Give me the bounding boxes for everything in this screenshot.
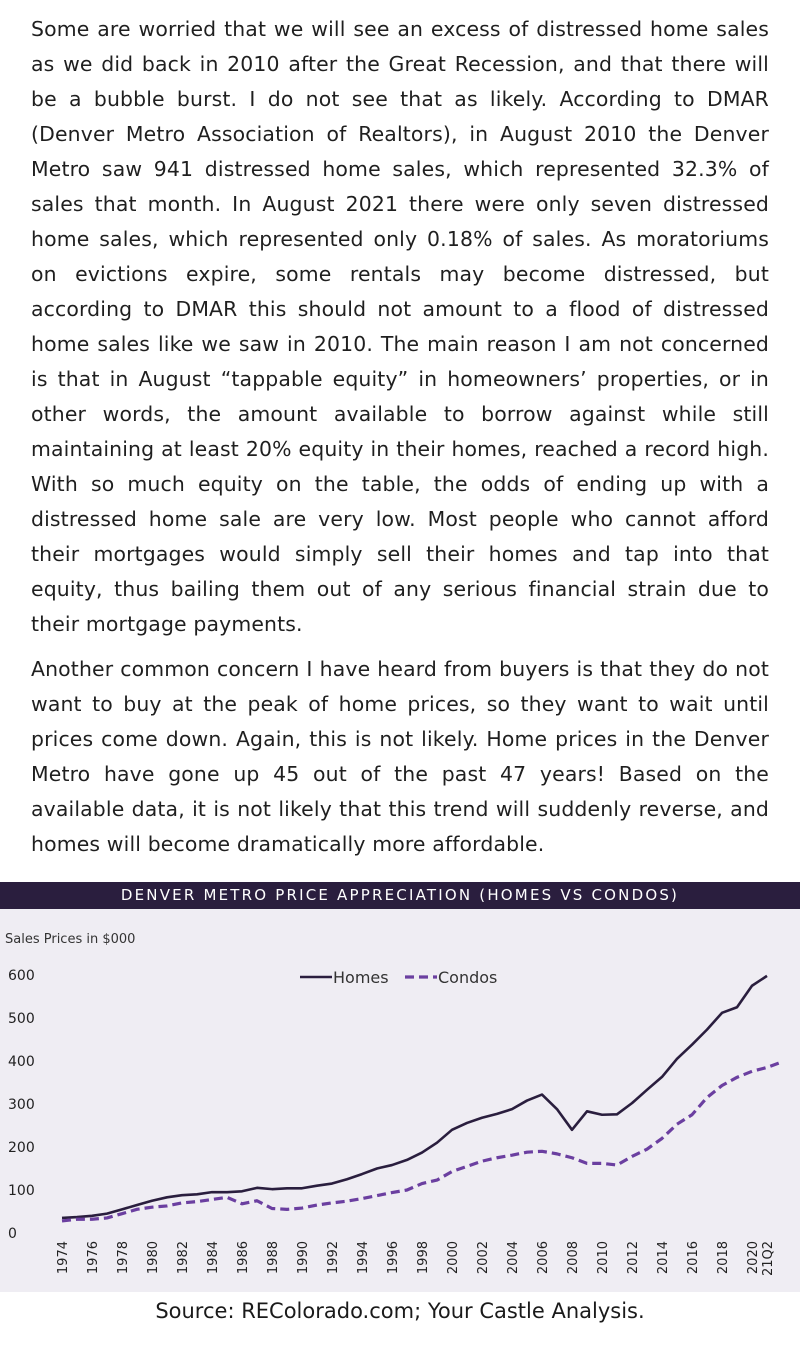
x-tick-label: 1994 [356,1241,371,1275]
x-tick-label: 2012 [626,1241,641,1275]
paragraph-distressed-sales: Some are worried that we will see an excess of distressed home sales as we did back in 2010 after the Great Recession, and that there will be a bubble burst. I do not see that as likely. According to DMAR (Denver Metro Association of Realtors), in August 2010 the Denver Metro saw 941 distressed home sales, which represented 32.3% of sales that month. In August 2021 there were only seven distressed home sales, which represented only 0.18% of sales. As moratoriums on evictions expire, some rentals may become distressed, but according to DMAR this should not amount to a flood of distressed home sales like we saw in 2010. The main reason I am not concerned is that in August “tappable equity” in homeowners’ properties, or in other words, the amount available to borrow against while still maintaining at least 20% equity in their homes, reached a record high. With so much equity on the table, the odds of ending up with a distressed home sale are very low. Most people who cannot afford their mortgages would simply sell their homes and tap into that equity, thus bailing them out of any serious financial strain due to their mortgage payments. [31,17,769,636]
y-tick-label: 300 [8,1097,35,1113]
x-tick-label: 1980 [146,1241,161,1275]
x-tick-label: 2018 [716,1241,731,1275]
chart-svg [0,909,800,1292]
x-tick-label: 2010 [596,1241,611,1275]
y-axis-label: Sales Prices in $000 [5,932,136,947]
x-tick-label: 1996 [386,1241,401,1275]
x-tick-label: 2016 [686,1241,701,1275]
x-tick-label: 2004 [506,1241,521,1275]
legend-label-condos: Condos [438,968,498,987]
source-caption: Source: REColorado.com; Your Castle Analysis. [155,1299,645,1323]
x-tick-label: 2020 [746,1241,761,1275]
x-tick-label: 1986 [236,1241,251,1275]
series-line-homes [62,976,767,1218]
y-tick-label: 200 [8,1140,35,1156]
y-tick-label: 500 [8,1011,35,1027]
x-tick-label: 2000 [446,1241,461,1275]
x-tick-label: 21Q2 [761,1241,776,1277]
x-tick-label: 1990 [296,1241,311,1275]
line-chart [0,909,800,1292]
x-tick-label: 1982 [176,1241,191,1275]
y-tick-label: 0 [8,1226,17,1242]
x-tick-label: 1976 [86,1241,101,1275]
article-text [31,12,769,872]
paragraph-price-peak: Another common concern I have heard from buyers is that they do not want to buy at the peak of home prices, so they want to wait until prices come down. Again, this is not likely. Home prices in the Denver Metro have gone up 45 out of the past 47 years! Based on the available data, it is not likely that this trend will suddenly reverse, and homes will become dramatically more affordable. [31,657,769,856]
x-tick-label: 1978 [116,1241,131,1275]
x-tick-label: 2006 [536,1241,551,1275]
x-tick-label: 1988 [266,1241,281,1275]
x-tick-label: 2002 [476,1241,491,1275]
x-tick-label: 2008 [566,1241,581,1275]
y-tick-label: 600 [8,968,35,984]
x-tick-label: 1998 [416,1241,431,1275]
x-tick-label: 1992 [326,1241,341,1275]
y-tick-label: 100 [8,1183,35,1199]
y-tick-label: 400 [8,1054,35,1070]
chart-title: DENVER METRO PRICE APPRECIATION (HOMES VS CONDOS) [0,882,800,909]
x-tick-label: 1974 [56,1241,71,1275]
x-tick-label: 1984 [206,1241,221,1275]
legend-label-homes: Homes [333,968,389,987]
x-tick-label: 2014 [656,1241,671,1275]
